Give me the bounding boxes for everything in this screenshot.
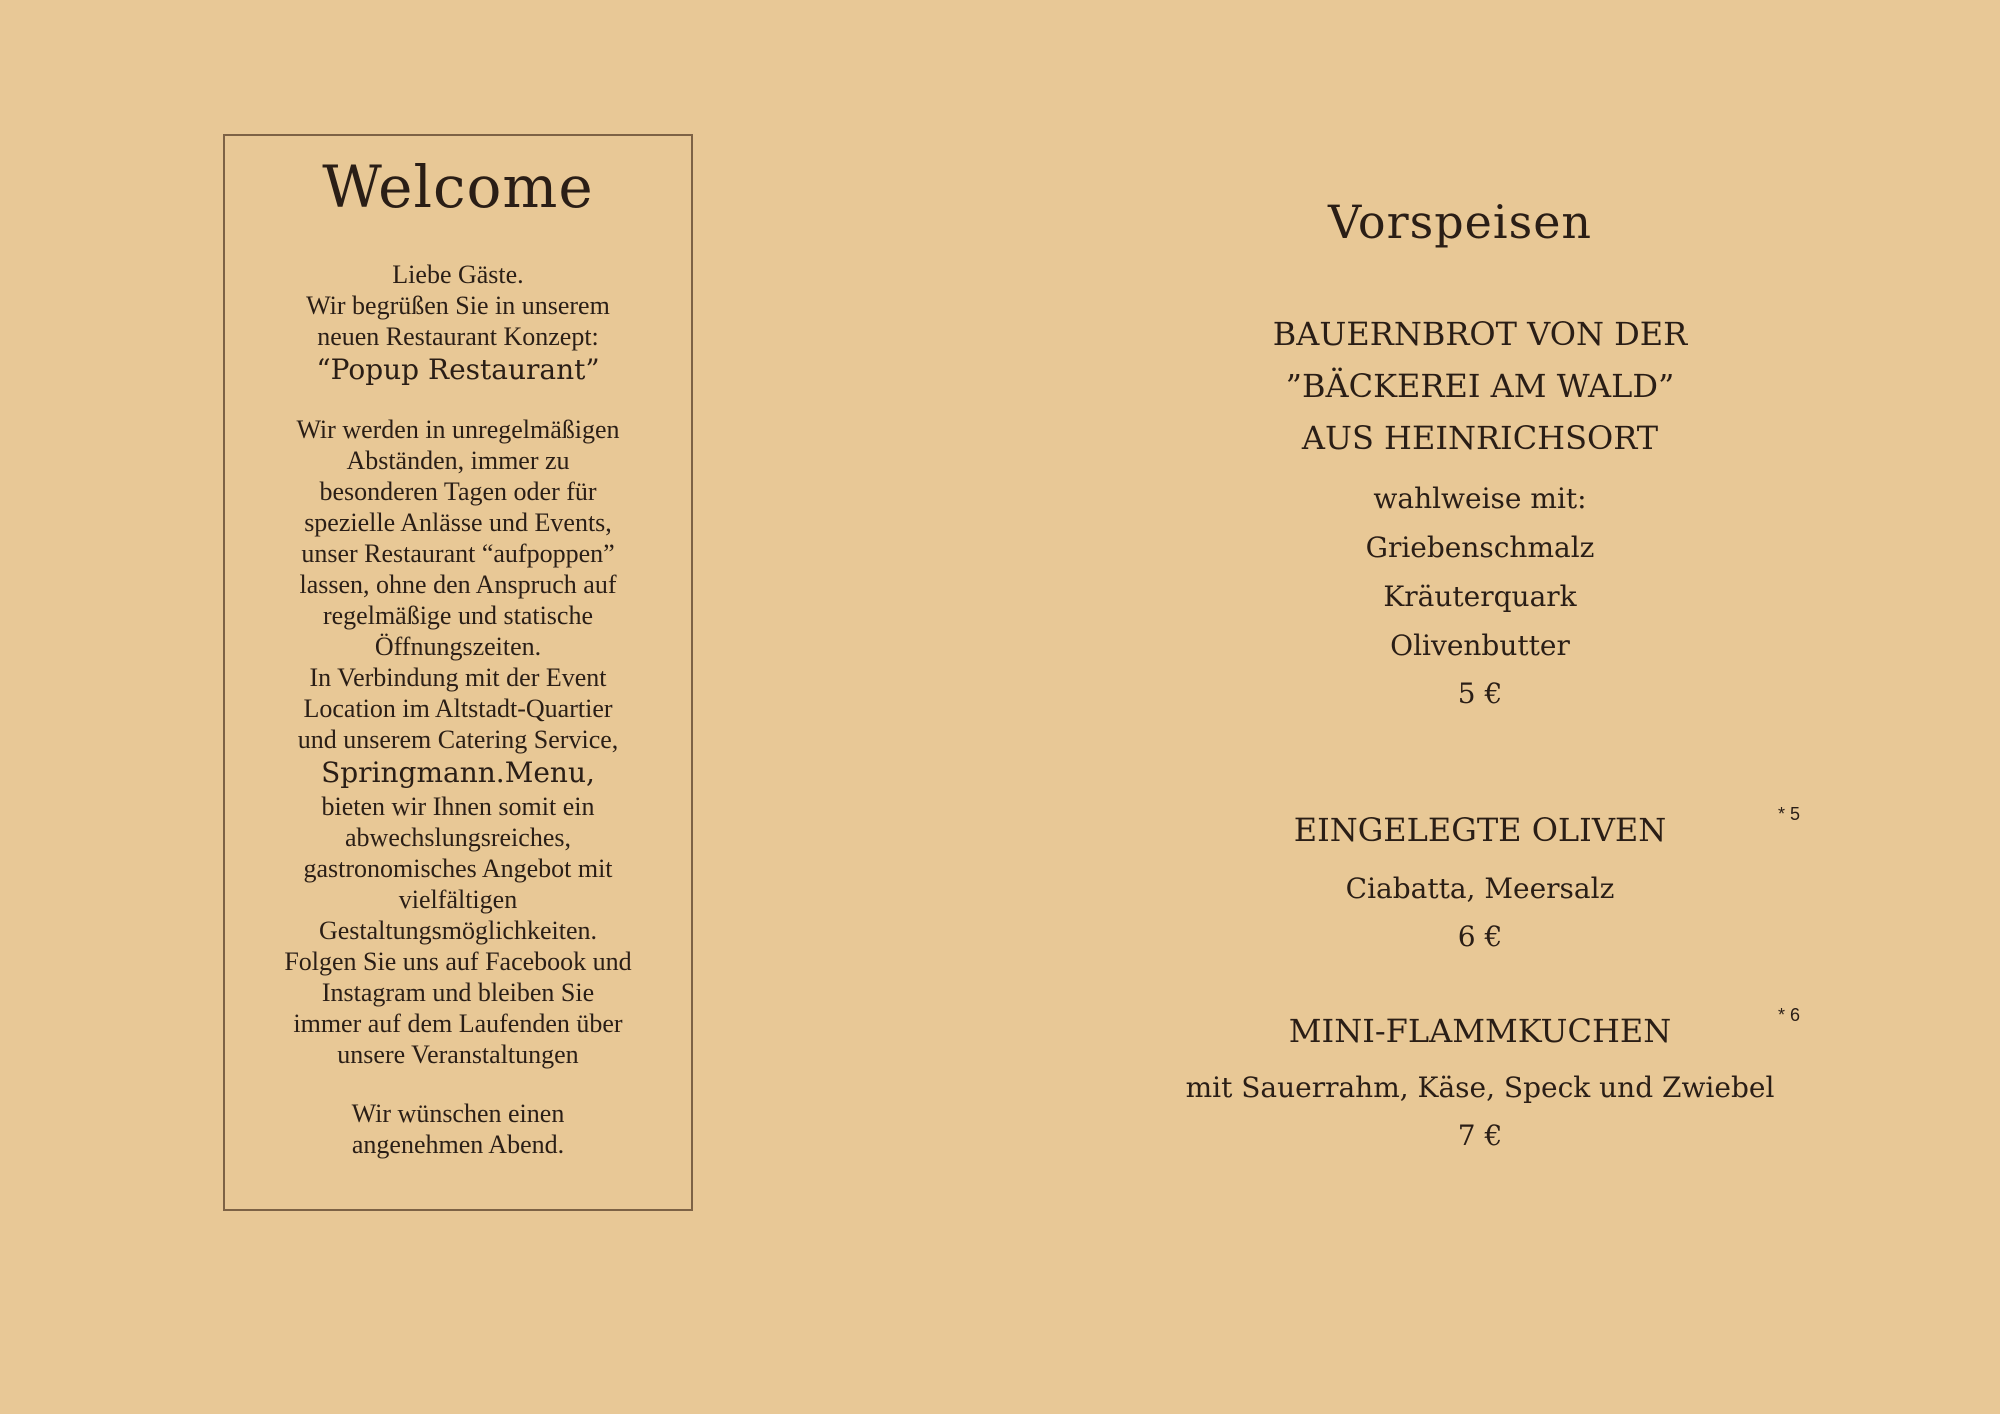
paragraph-line: Gestaltungsmöglichkeiten. — [318, 915, 597, 945]
brand-name: Springmann.Menu, — [321, 755, 595, 789]
paragraph-line: bieten wir Ihnen somit ein — [321, 791, 595, 821]
item-description: Griebenschmalz — [1365, 531, 1595, 565]
paragraph-line: regelmäßige und statische — [322, 600, 594, 630]
item-description: Ciabatta, Meersalz — [1345, 872, 1615, 906]
closing-line: Wir wünschen einen — [351, 1098, 565, 1128]
paragraph-line: immer auf dem Laufenden über — [293, 1008, 623, 1038]
greeting-line: Liebe Gäste. — [392, 259, 524, 289]
menu-item — [1160, 1005, 1800, 1160]
allergen-note: * 5 — [1777, 804, 1800, 825]
item-price: 6 € — [1457, 920, 1503, 954]
item-description: Kräuterquark — [1383, 580, 1577, 614]
paragraph-line: Instagram und bleiben Sie — [321, 977, 595, 1007]
paragraph-line: Abständen, immer zu — [346, 445, 570, 475]
closing-line: angenehmen Abend. — [351, 1129, 565, 1159]
paragraph-line: unser Restaurant “aufpoppen” — [301, 538, 615, 568]
menu-item — [1160, 308, 1800, 718]
item-name: MINI-FLAMMKUCHEN — [1288, 1012, 1672, 1051]
paragraph-line: abwechslungsreiches, — [345, 822, 571, 852]
paragraph-line: Folgen Sie uns auf Facebook und — [284, 946, 632, 976]
menu-item — [1160, 804, 1800, 961]
welcome-text — [225, 259, 691, 1160]
paragraph-line: unsere Veranstaltungen — [337, 1039, 579, 1069]
paragraph-line: und unserem Catering Service, — [297, 724, 619, 754]
item-description: wahlweise mit: — [1373, 482, 1587, 516]
welcome-panel — [223, 134, 693, 1211]
paragraph-line: Wir werden in unregelmäßigen — [296, 414, 620, 444]
paragraph-line: Location im Altstadt-Quartier — [303, 693, 613, 723]
concept-name: “Popup Restaurant” — [316, 352, 600, 386]
allergen-note: * 6 — [1777, 1005, 1800, 1026]
menu-section — [1160, 195, 1800, 1160]
paragraph-line: besonderen Tagen oder für — [319, 476, 597, 506]
section-title: Vorspeisen — [1327, 195, 1593, 249]
paragraph-line: In Verbindung mit der Event — [309, 662, 607, 692]
item-name: AUS HEINRICHSORT — [1301, 419, 1659, 458]
paragraph-line: lassen, ohne den Anspruch auf — [299, 569, 617, 599]
paragraph-line: spezielle Anlässe und Events, — [304, 507, 612, 537]
paragraph-line: vielfältigen — [398, 884, 518, 914]
item-name: EINGELEGTE OLIVEN — [1293, 811, 1667, 850]
welcome-title: Welcome — [322, 153, 594, 221]
greeting-line: Wir begrüßen Sie in unserem — [306, 290, 610, 320]
item-description: mit Sauerrahm, Käse, Speck und Zwiebel — [1185, 1071, 1775, 1105]
item-price: 5 € — [1457, 677, 1503, 711]
item-name: ”BÄCKEREI AM WALD” — [1285, 367, 1675, 406]
paragraph-line: gastronomisches Angebot mit — [303, 853, 613, 883]
item-name: BAUERNBROT VON DER — [1272, 315, 1688, 354]
paragraph-line: Öffnungszeiten. — [374, 631, 542, 661]
item-description: Olivenbutter — [1390, 629, 1570, 663]
item-price: 7 € — [1457, 1119, 1503, 1153]
greeting-line: neuen Restaurant Konzept: — [317, 321, 599, 351]
